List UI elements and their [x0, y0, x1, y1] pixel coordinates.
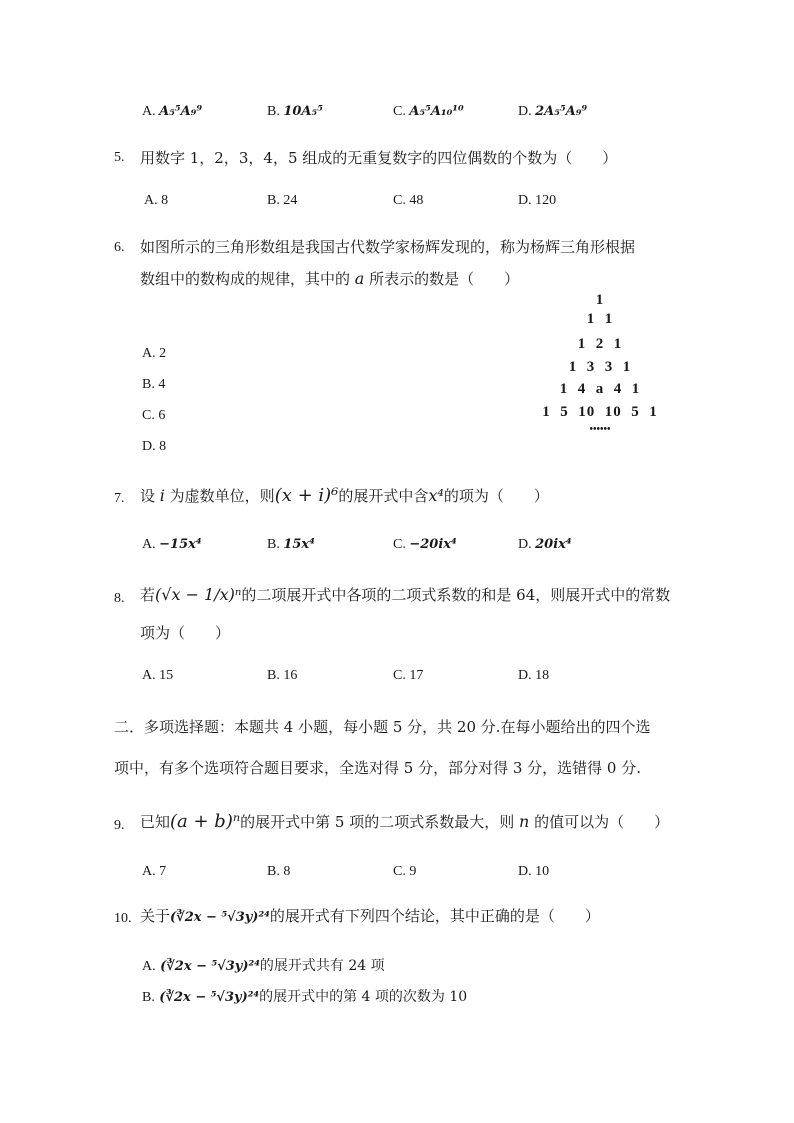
option-label: D. [518, 537, 532, 552]
stem-text: 的值可以为（ ） [529, 813, 670, 831]
q5-option-b [267, 193, 297, 209]
option-label: A. [142, 104, 156, 119]
option-text: 48 [409, 193, 424, 208]
q9-option-a [142, 864, 166, 880]
question-stem-line1: 如图所示的三角形数组是我国古代数学家杨辉发现的，称为杨辉三角形根据 [140, 238, 636, 256]
option-text: 16 [283, 668, 298, 683]
stem-text: 设 [140, 487, 160, 505]
yanghui-triangle-figure [530, 292, 670, 442]
q4-option-c [393, 104, 464, 120]
option-text: 4 [158, 377, 166, 392]
stem-expression: (x + i)⁶ [274, 485, 339, 506]
option-text: 的展开式共有 24 项 [259, 958, 385, 974]
option-text: 7 [159, 864, 167, 879]
option-label: C. [393, 104, 406, 119]
option-label: A. [142, 864, 156, 879]
triangle-row: 1 [595, 292, 605, 308]
q5-option-a [144, 193, 168, 209]
triangle-row: 1 5 10 10 5 1 [542, 404, 658, 420]
option-expr: 10A₅⁵ [283, 104, 323, 119]
option-label: D. [518, 668, 532, 683]
stem-variable: i [159, 486, 165, 505]
stem-text: 的项为（ ） [443, 487, 549, 505]
option-expr: (∛2x − ⁵√3y)²⁴ [160, 959, 260, 974]
option-text: 8 [283, 864, 291, 879]
triangle-row: 1 4 a 4 1 [559, 381, 641, 397]
triangle-row: 1 2 1 [577, 336, 623, 352]
option-label: A. [142, 346, 156, 361]
q8-option-c [393, 668, 423, 684]
option-expr: 2A₅⁵A₉⁹ [535, 104, 588, 119]
option-text: 2 [159, 346, 167, 361]
q9-option-d [518, 864, 549, 880]
q7-option-c [393, 537, 457, 553]
q10-option-a [142, 955, 385, 975]
stem-text: 的展开式有下列四个结论，其中正确的是（ ） [269, 907, 600, 925]
option-label: A. [142, 668, 156, 683]
question-stem [140, 905, 600, 926]
q10-option-b [142, 986, 467, 1006]
option-text: 6 [158, 408, 166, 423]
option-text: 的展开式中的第 4 项的次数为 10 [259, 989, 468, 1005]
stem-text: 的展开式中含 [338, 487, 429, 505]
q7-option-a [142, 537, 202, 553]
question-number: 9. [114, 818, 125, 833]
question-stem-line1 [140, 584, 670, 605]
option-label: A. [142, 959, 156, 974]
section-heading-line1: 二．多项选择题：本题共 4 小题，每小题 5 分，共 20 分.在每小题给出的四个选 [114, 718, 651, 736]
q8-option-a [142, 668, 173, 684]
option-label: C. [142, 408, 155, 423]
q8-option-b [267, 668, 297, 684]
q6-option-b [142, 377, 165, 393]
question-stem [140, 485, 549, 506]
option-label: B. [267, 537, 280, 552]
triangle-row: 1 3 3 1 [568, 359, 632, 375]
question-number: 8. [114, 591, 125, 606]
stem-text: 的展开式中第 5 项的二项式系数最大，则 [240, 813, 519, 831]
stem-text: 已知 [140, 813, 171, 831]
option-text: 10 [535, 864, 550, 879]
option-expr: 15x⁴ [283, 537, 315, 552]
option-text: 8 [159, 439, 167, 454]
stem-text: 数组中的数构成的规律，其中的 [140, 270, 355, 288]
option-expr: A₅⁵A₁₀¹⁰ [409, 104, 464, 119]
q5-option-c [393, 193, 423, 209]
option-text: 15 [159, 668, 174, 683]
question-number: 7. [114, 491, 125, 506]
q4-option-d [518, 104, 587, 120]
q8-option-d [518, 668, 549, 684]
option-label: C. [393, 668, 406, 683]
q6-option-a [142, 346, 166, 362]
option-label: D. [142, 439, 156, 454]
option-label: C. [393, 537, 406, 552]
option-label: B. [267, 668, 280, 683]
option-expr: A₅⁵A₉⁹ [159, 104, 203, 119]
option-label: D. [518, 104, 532, 119]
option-text: 24 [283, 193, 298, 208]
triangle-row: 1 1 [586, 311, 614, 327]
stem-expression: (√x − 1/x)ⁿ [155, 585, 242, 604]
q7-option-d [518, 537, 572, 553]
question-number: 5. [114, 150, 125, 165]
option-label: A. [144, 193, 158, 208]
stem-text: 所表示的数是（ ） [364, 270, 520, 288]
q4-option-a [142, 104, 202, 120]
option-text: 9 [409, 864, 417, 879]
option-label: B. [267, 864, 280, 879]
section-heading-line2: 项中，有多个选项符合题目要求，全选对得 5 分，部分对得 3 分，选错得 0 分. [114, 759, 642, 777]
option-label: B. [142, 990, 155, 1005]
q5-option-d [518, 193, 556, 209]
question-stem-line2: 项为（ ） [140, 624, 231, 642]
question-number: 6. [114, 240, 125, 255]
stem-text: 若 [140, 586, 156, 604]
option-label: B. [142, 377, 155, 392]
option-label: B. [267, 193, 280, 208]
option-text: 120 [535, 193, 557, 208]
option-text: 18 [535, 668, 550, 683]
q4-option-b [267, 104, 323, 120]
stem-text: 关于 [140, 907, 171, 925]
option-label: D. [518, 864, 532, 879]
q9-option-b [267, 864, 290, 880]
question-stem-line2 [140, 268, 519, 289]
stem-expression: x⁴ [428, 486, 444, 505]
q9-option-c [393, 864, 416, 880]
option-label: C. [393, 193, 406, 208]
option-text: 8 [161, 193, 169, 208]
stem-text: 为虚数单位，则 [164, 487, 275, 505]
option-label: C. [393, 864, 406, 879]
option-label: A. [142, 537, 156, 552]
option-expr: 20ix⁴ [535, 537, 572, 552]
question-stem [140, 811, 669, 832]
q6-option-d [142, 439, 166, 455]
option-label: B. [267, 104, 280, 119]
question-stem: 用数字 1，2，3，4，5 组成的无重复数字的四位偶数的个数为（ ） [140, 149, 618, 167]
q7-option-b [267, 537, 315, 553]
stem-variable: a [354, 269, 365, 288]
option-text: 17 [409, 668, 424, 683]
option-expr: −20ix⁴ [409, 537, 457, 552]
stem-expression: (a + b)ⁿ [170, 811, 241, 832]
option-label: D. [518, 193, 532, 208]
option-expr: (∛2x − ⁵√3y)²⁴ [159, 990, 260, 1005]
stem-variable: n [519, 812, 530, 831]
triangle-ellipsis: •••••• [589, 424, 611, 435]
stem-expression: (∛2x − ⁵√3y)²⁴ [170, 910, 270, 925]
option-expr: −15x⁴ [159, 537, 202, 552]
stem-text: 的二项展开式中各项的二项式系数的和是 64，则展开式中的常数 [241, 586, 671, 604]
q6-option-c [142, 408, 165, 424]
question-number: 10. [114, 911, 132, 926]
